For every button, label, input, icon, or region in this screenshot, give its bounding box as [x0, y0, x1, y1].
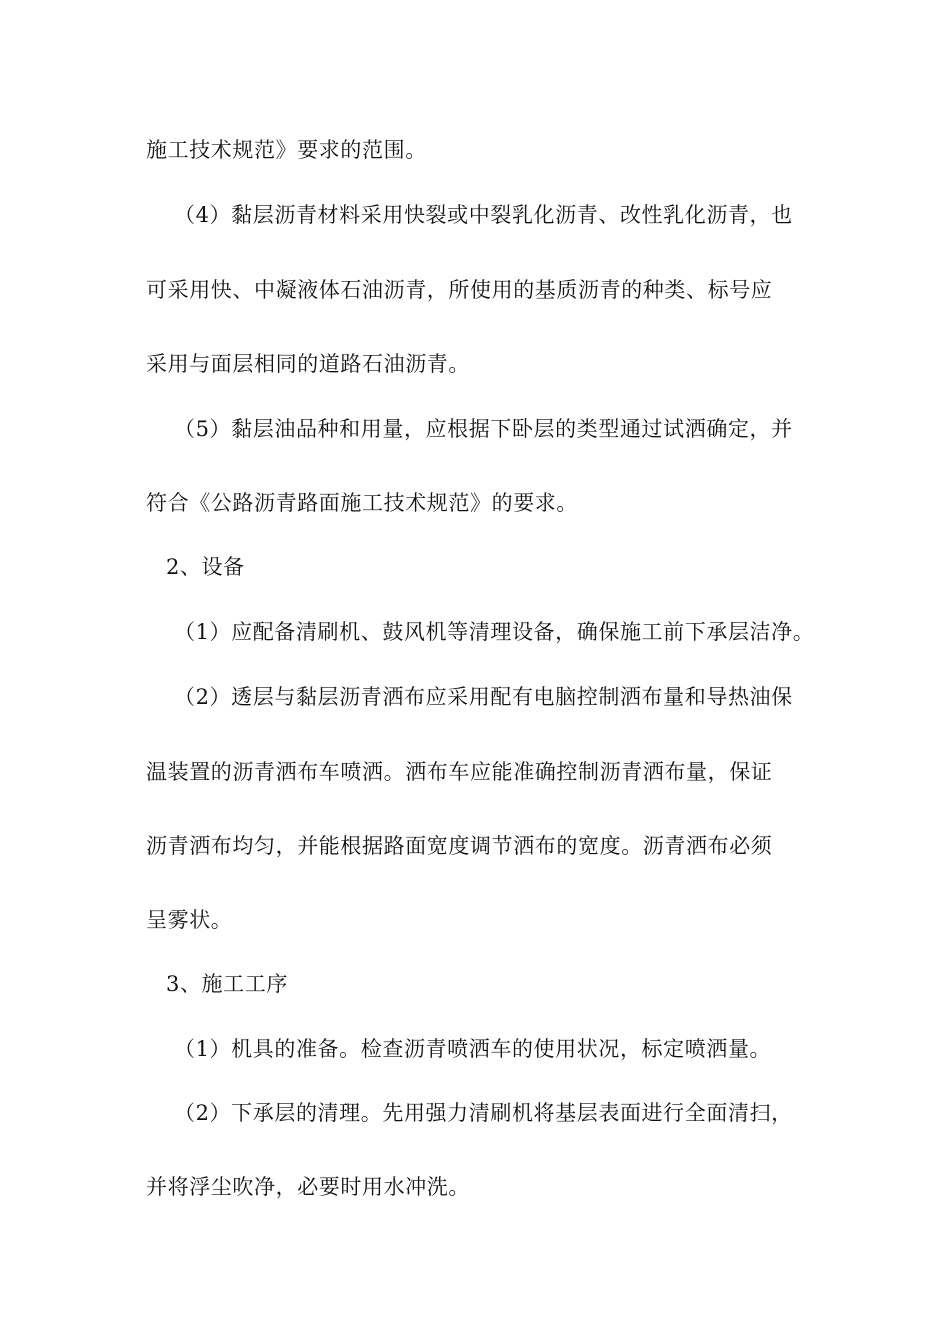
text-line: （2）透层与黏层沥青洒布应采用配有电脑控制洒布量和导热油保	[174, 685, 793, 709]
text-line: 温装置的沥青洒布车喷洒。洒布车应能准确控制沥青洒布量，保证	[146, 760, 773, 784]
text-line: 施工技术规范》要求的范围。	[146, 138, 427, 162]
text-line: （5）黏层油品种和用量，应根据下卧层的类型通过试洒确定，并	[174, 417, 793, 441]
text-line: （4）黏层沥青材料采用快裂或中裂乳化沥青、改性乳化沥青，也	[174, 203, 793, 227]
text-line: 可采用快、中凝液体石油沥青，所使用的基质沥青的种类、标号应	[146, 278, 773, 302]
section-heading: 3、施工工序	[166, 972, 288, 996]
text-line: （2）下承层的清理。先用强力清刷机将基层表面进行全面清扫，	[174, 1101, 793, 1125]
text-line: 沥青洒布均匀，并能根据路面宽度调节洒布的宽度。沥青洒布必须	[146, 834, 773, 858]
text-line: （1）机具的准备。检查沥青喷洒车的使用状况，标定喷洒量。	[174, 1037, 772, 1061]
text-line: （1）应配备清刷机、鼓风机等清理设备，确保施工前下承层洁净。	[174, 620, 815, 644]
text-line: 采用与面层相同的道路石油沥青。	[146, 352, 470, 376]
text-line: 并将浮尘吹净，必要时用水冲洗。	[146, 1175, 470, 1199]
text-line: 符合《公路沥青路面施工技术规范》的要求。	[146, 491, 578, 515]
section-heading: 2、设备	[166, 555, 245, 579]
text-line: 呈雾状。	[146, 908, 233, 932]
